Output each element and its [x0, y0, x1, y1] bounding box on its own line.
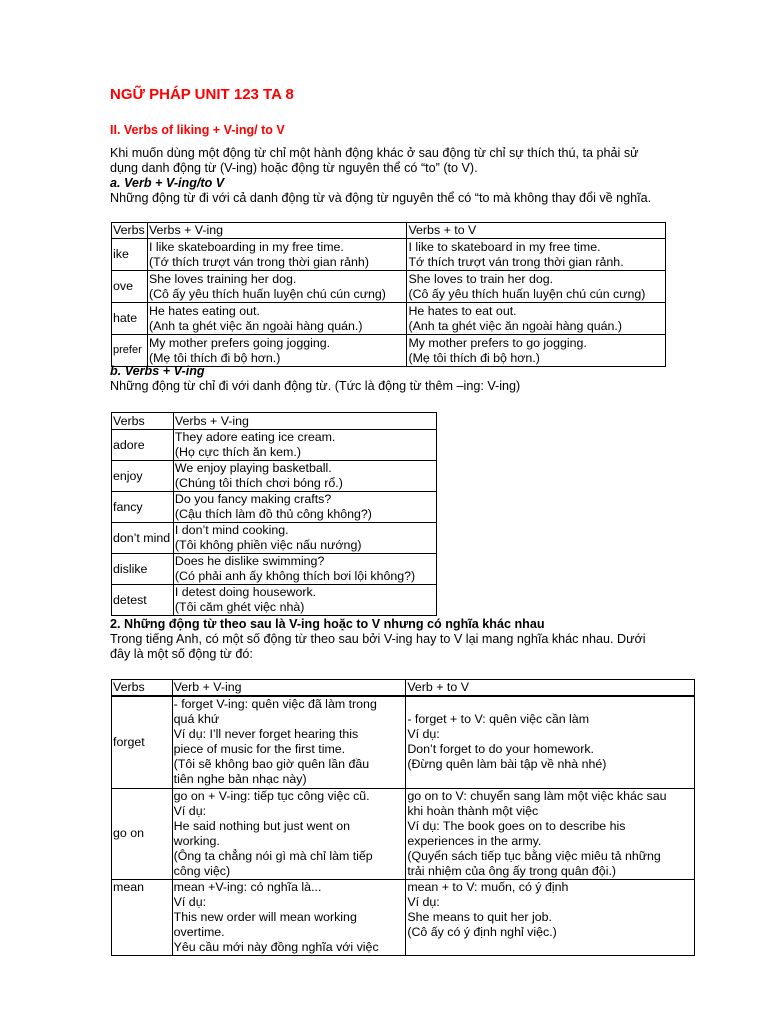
table-header: Verbs: [112, 680, 173, 697]
ving-cell: I like skateboarding in my free time. (Tớ thích trượt ván trong thời gian rảnh): [147, 239, 407, 271]
intro-line: Khi muốn dùng một động từ chỉ một hành động khác ở sau động từ chỉ sự thích thú, ta phải sử: [110, 146, 639, 160]
tov-cell: mean + to V: muốn, có ý định Ví dụ: She means to quit her job. (Cô ấy có ý định nghỉ việc.): [406, 879, 695, 955]
ving-cell: mean +V-ing: có nghĩa là... Ví dụ: This new order will mean working overtime. Yêu cầu mới này đồng nghĩa với việc: [172, 879, 406, 955]
verb-cell: mean: [112, 879, 173, 955]
ving-cell: Do you fancy making crafts? (Cậu thích làm đồ thủ công không?): [173, 492, 436, 523]
tov-cell: He hates to eat out. (Anh ta ghét việc ăn ngoài hàng quán.): [407, 303, 666, 335]
ving-cell: - forget V-ing: quên việc đã làm trong quá khứ Ví dụ: I’ll never forget hearing this piece of music for the first time. (Tôi sẽ không bao giờ quên lần đầu tiên nghe bản nhạc này): [172, 696, 406, 788]
table-header: Verbs + V-ing: [173, 413, 436, 430]
table-row: [112, 879, 695, 955]
verb-cell: ike: [112, 239, 148, 271]
verb-cell: fancy: [112, 492, 174, 523]
tov-cell: go on to V: chuyển sang làm một việc khác sau khi hoàn thành một việc Ví dụ: The book goes on to describe his experiences in the army. (Quyển sách tiếp tục bằng việc miêu tả những trải nhiệm của ông ấy trong quân đội.): [406, 788, 695, 879]
verb-cell: forget: [112, 696, 173, 788]
intro-line: dụng danh động từ (V-ing) hoặc động từ nguyên thể có “to” (to V).: [110, 161, 478, 175]
verb-cell: adore: [112, 430, 174, 461]
table-header: Verbs + to V: [407, 223, 666, 239]
section-2-intro-line: đây là một số động từ đó:: [110, 647, 253, 661]
tov-cell: My mother prefers to go jogging. (Mẹ tôi thích đi bộ hơn.): [407, 335, 666, 367]
ving-cell: We enjoy playing basketball. (Chúng tôi thích chơi bóng rổ.): [173, 461, 436, 492]
table-row: [112, 585, 437, 616]
verb-cell: enjoy: [112, 461, 174, 492]
ving-cell: go on + V-ing: tiếp tục công việc cũ. Ví dụ: He said nothing but just went on working. (Ông ta chẳng nói gì mà chỉ làm tiếp công việc): [172, 788, 406, 879]
verb-cell: go on: [112, 788, 173, 879]
tov-cell: She loves to train her dog. (Cô ấy yêu thích huấn luyện chú cún cưng): [407, 271, 666, 303]
verb-cell: hate: [112, 303, 148, 335]
table-row: [112, 523, 437, 554]
ving-cell: Does he dislike swimming? (Có phải anh ấy không thích bơi lội không?): [173, 554, 436, 585]
table-row: [112, 554, 437, 585]
table-row: [112, 430, 437, 461]
tov-cell: - forget + to V: quên việc cần làm Ví dụ: Don’t forget to do your homework. (Đừng quên làm bài tập về nhà nhé): [406, 696, 695, 788]
subheading-b-description: Những động từ chỉ đi với danh động từ. (Tức là động từ thêm –ing: V-ing): [110, 379, 521, 393]
table-row: [112, 696, 695, 788]
section-2-block: [110, 617, 646, 662]
section-2-intro-line: Trong tiếng Anh, có một số động từ theo sau bởi V-ing hay to V lại mang nghĩa khác nhau. Dưới: [110, 632, 646, 646]
table-header: Verb + to V: [406, 680, 695, 697]
table-row: [112, 492, 437, 523]
ving-cell: I detest doing housework. (Tôi căm ghét việc nhà): [173, 585, 436, 616]
table-row: [112, 461, 437, 492]
subheading-b-block: [110, 364, 520, 394]
table-row: [112, 239, 666, 271]
table-header: Verbs: [112, 413, 174, 430]
subheading-a: a. Verb + V-ing/to V: [110, 176, 225, 190]
verb-cell: don’t mind: [112, 523, 174, 554]
table-different-meaning: [111, 679, 695, 956]
table-row: [112, 303, 666, 335]
intro-paragraph: [110, 146, 651, 206]
ving-cell: They adore eating ice cream. (Họ cực thích ăn kem.): [173, 430, 436, 461]
table-verb-ving-only: [111, 412, 437, 616]
verb-cell: ove: [112, 271, 148, 303]
verb-cell: prefer: [112, 335, 148, 367]
subheading-a-description: Những động từ đi với cả danh động từ và động từ nguyên thể có “to mà không thay đổi về nghĩa.: [110, 191, 652, 205]
tov-cell: I like to skateboard in my free time. Tớ thích trượt ván trong thời gian rảnh.: [407, 239, 666, 271]
table-row: [112, 271, 666, 303]
table-verb-ving-tov: [111, 222, 666, 367]
table-row: [112, 335, 666, 367]
section-heading-verbs-of-liking: II. Verbs of liking + V-ing/ to V: [110, 123, 285, 137]
table-header: Verbs + V-ing: [147, 223, 407, 239]
ving-cell: My mother prefers going jogging. (Mẹ tôi thích đi bộ hơn.): [147, 335, 407, 367]
document-title: NGỮ PHÁP UNIT 123 TA 8: [110, 86, 294, 103]
ving-cell: He hates eating out. (Anh ta ghét việc ăn ngoài hàng quán.): [147, 303, 407, 335]
table-header: Verbs: [112, 223, 148, 239]
table-header: Verb + V-ing: [172, 680, 406, 697]
verb-cell: dislike: [112, 554, 174, 585]
verb-cell: detest: [112, 585, 174, 616]
ving-cell: I don’t mind cooking. (Tôi không phiền việc nấu nướng): [173, 523, 436, 554]
table-row: [112, 788, 695, 879]
subheading-b: b. Verbs + V-ing: [110, 364, 205, 378]
ving-cell: She loves training her dog. (Cô ấy yêu thích huấn luyện chú cún cưng): [147, 271, 407, 303]
section-2-heading: 2. Những động từ theo sau là V-ing hoặc to V nhưng có nghĩa khác nhau: [110, 617, 545, 631]
